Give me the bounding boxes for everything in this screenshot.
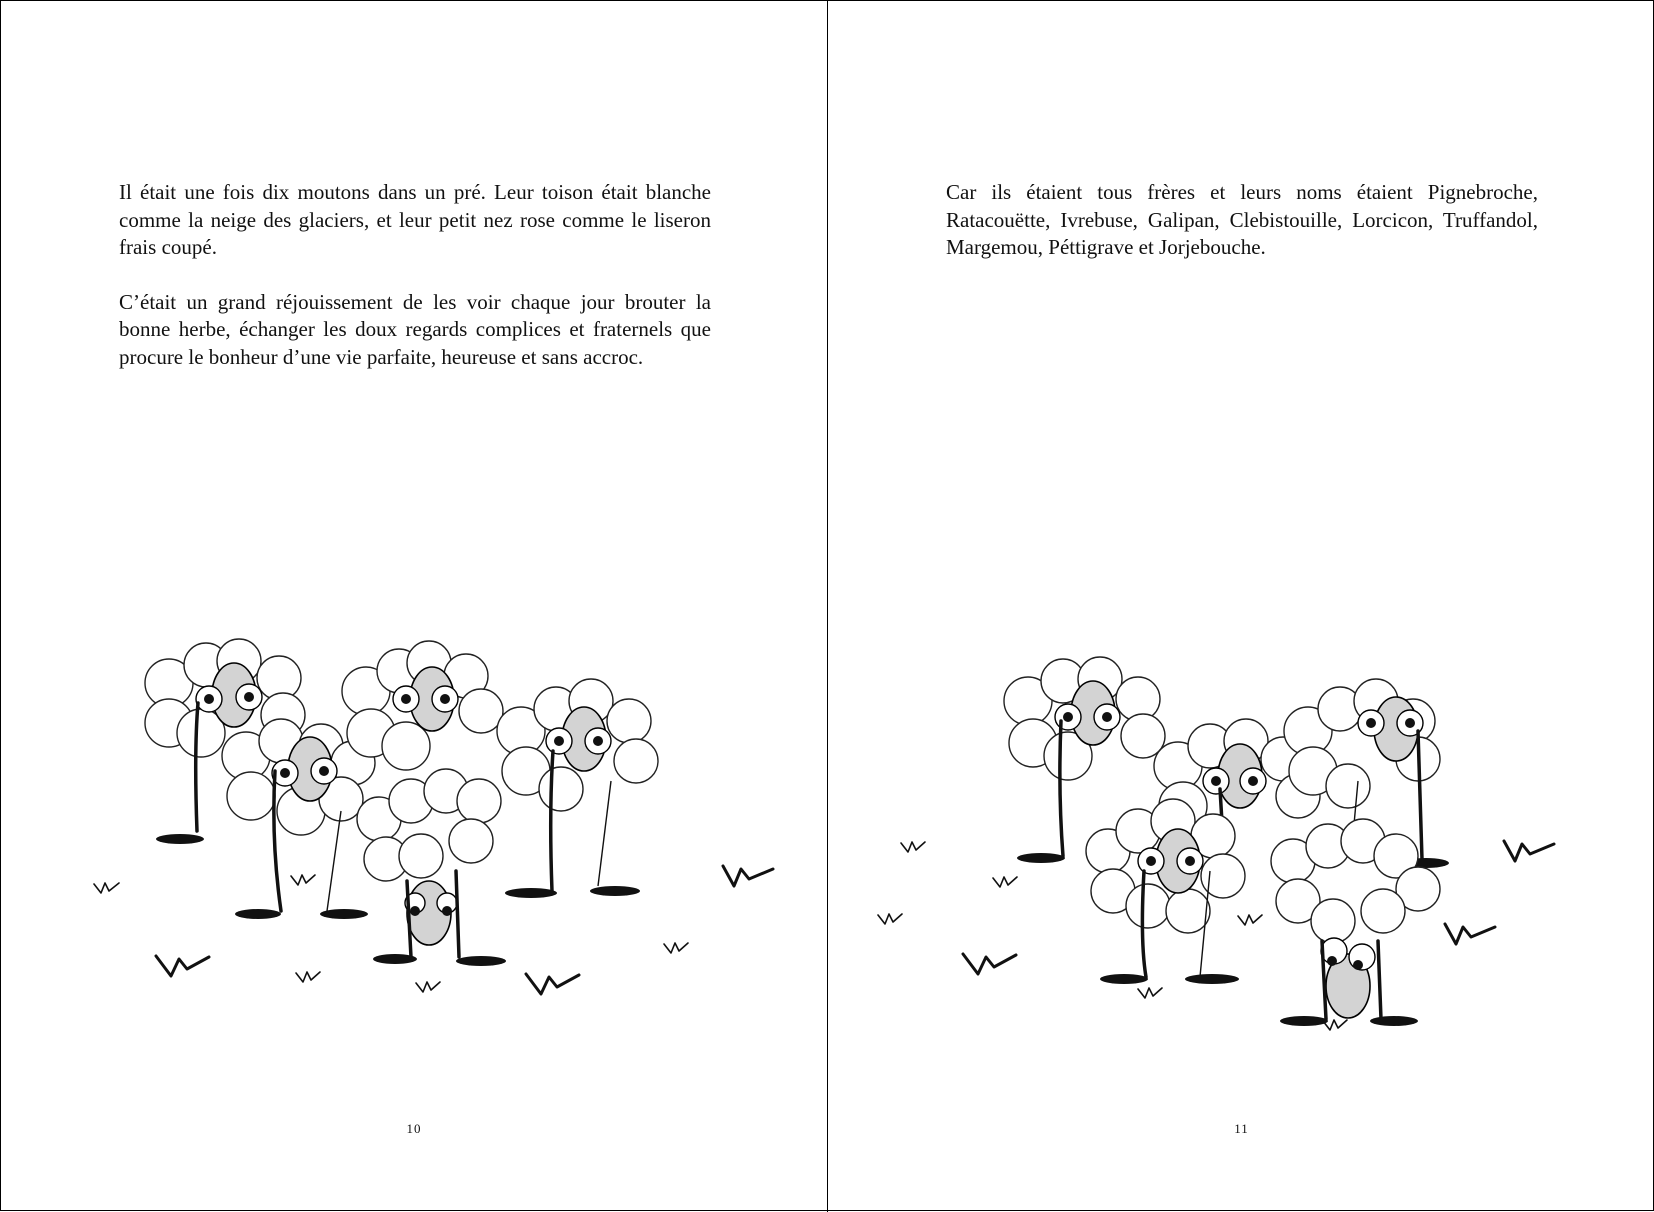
grass-tuft xyxy=(94,883,119,893)
grass-tuft xyxy=(878,914,902,924)
right-page xyxy=(828,1,1654,1212)
grass-tuft xyxy=(1445,924,1495,944)
grass-tuft xyxy=(156,956,209,976)
grass-tuft xyxy=(1138,988,1162,998)
paragraph: Il était une fois dix moutons dans un pré. Leur toison était blanche comme la neige des glaciers, et leur petit nez rose comme le liseron frais coupé. xyxy=(119,180,711,259)
grass-tuft xyxy=(901,842,925,852)
sheep-figure xyxy=(357,769,506,966)
grass-tuft xyxy=(664,943,688,953)
grass-tuft xyxy=(526,974,579,994)
grass-tuft xyxy=(993,877,1017,887)
sheep-figure xyxy=(222,719,375,919)
page-number: 11 xyxy=(1234,1121,1249,1136)
grass-tuft xyxy=(416,982,440,992)
sheep-figure xyxy=(1086,799,1245,984)
grass-tuft xyxy=(723,866,773,886)
sheep-illustration xyxy=(1,621,828,1041)
paragraph: Car ils étaient tous frères et leurs noms étaient Pignebroche, Ratacouëtte, Ivrebuse, Galipan, Clebistouille, Lorcicon, Truffandol, Margemou, Péttigrave et Jorjebouche. xyxy=(946,180,1538,259)
grass-tuft xyxy=(296,972,320,982)
page-number: 10 xyxy=(406,1121,422,1136)
grass-tuft xyxy=(1504,841,1554,861)
sheep-figure xyxy=(342,641,503,770)
grass-tuft xyxy=(1238,915,1262,925)
paragraph: C’était un grand réjouissement de les voir chaque jour brouter la bonne herbe, échanger les doux regards complices et fraternels que procure le bonheur d’une vie parfaite, heureuse et sans accroc. xyxy=(119,289,711,369)
sheep-illustration xyxy=(828,621,1654,1041)
left-page xyxy=(1,1,828,1212)
sheep-figure xyxy=(1271,819,1440,1026)
grass-tuft xyxy=(963,954,1016,974)
right-page-text xyxy=(946,179,1538,289)
grass-tuft xyxy=(291,875,315,885)
left-page-text xyxy=(119,179,711,398)
sheep-figure xyxy=(497,679,658,898)
